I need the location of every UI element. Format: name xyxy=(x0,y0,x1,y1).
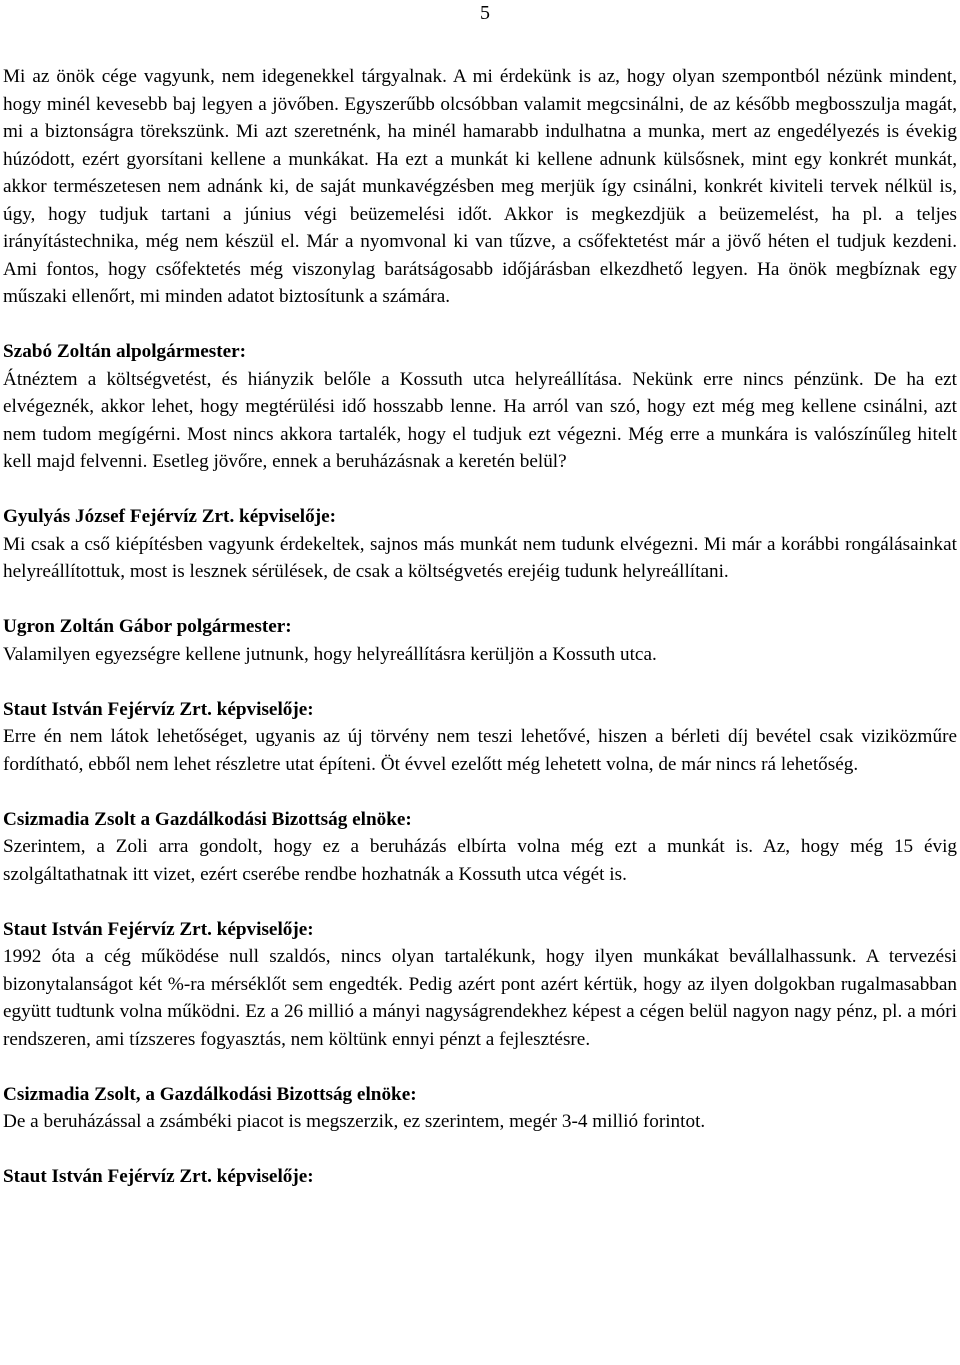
speech-block xyxy=(3,1163,957,1191)
speaker-name: Szabó Zoltán alpolgármester: xyxy=(3,341,247,362)
intro-paragraph: Mi az önök cége vagyunk, nem idegenekkel tárgyalnak. A mi érdekünk is az, hogy olyan szempontból nézünk mindent, hogy minél kevesebb baj legyen a jövőben. Egyszerűbb olcsóbban valamit megcsinálni, de az később megbosszulja magát, mi a biztonságra törekszünk. Mi azt szeretnénk, ha minél hamarabb indulhatna a munka, mert az engedélyezés is évekig húzódott, ezért gyorsítani kellene a munkákat. Ha ezt a munkát ki kellene adnunk külsősnek, mint egy konkrét munkát, akkor természetesen nem adnánk ki, de saját munkavégzésben meg merjük így csinálni, konkrét kiviteli tervek nélkül is, úgy, hogy tudjuk tartani a június végi beüzemelési időt. Akkor is megkezdjük a beüzemelést, ha pl. a teljes irányítástechnika, még nem készül el. Már a nyomvonal ki van tűzve, a csőfektetést már a jövő héten el tudjuk kezdeni. Ami fontos, hogy csőfektetés még viszonylag barátságosabb időjárásban elkezdhető legyen. Ha önök megbíznak egy műszaki ellenőrt, mi minden adatot biztosítunk a számára. xyxy=(3,66,957,307)
speech-block xyxy=(3,806,957,889)
speaker-name: Ugron Zoltán Gábor polgármester: xyxy=(3,616,292,637)
speech-text: Szerintem, a Zoli arra gondolt, hogy ez a beruházás elbírta volna még ezt a munkát is. Az, hogy még 15 évig szolgáltathatnak itt vizet, ezért cserébe rendbe hozhatnák a Kossuth utca végét is. xyxy=(3,836,957,885)
speaker-name: Csizmadia Zsolt a Gazdálkodási Bizottság elnöke: xyxy=(3,808,412,830)
speech-block xyxy=(3,613,957,668)
speech-block xyxy=(3,916,957,1054)
speaker-name: Gyulyás József Fejérvíz Zrt. képviselője: xyxy=(3,506,337,527)
speech-block xyxy=(3,696,957,779)
speech-text: Mi csak a cső kiépítésben vagyunk érdekeltek, sajnos más munkát nem tudunk elvégezni. Mi már a korábbi rongálásainkat helyreállítottuk, most is lesznek sérülések, de csak a költségvetés erejéig tudunk helyreállítani. xyxy=(3,533,957,582)
speech-text: 1992 óta a cég működése null szaldós, nincs olyan tartalékunk, hogy ilyen munkákat bevállalhassunk. A tervezési bizonytalanságot két %-ra mérséklőt sem engedték. Pedig azért pont azért kértük, hogy az ilyen dolgokban rugalmasabban együtt tudtunk volna működni. Ez a 26 millió a mányi nagyságrendekhez képest a cégen belül nagyon nagy pénz, pl. a móri rendszeren, ami tízszeres fogyasztás, nem költünk ennyi pénzt a fejlesztésre. xyxy=(3,946,957,1050)
speech-block xyxy=(3,503,957,586)
speech-text: Átnéztem a költségvetést, és hiányzik belőle a Kossuth utca helyreállítása. Nekünk erre nincs pénzünk. De ha ezt elvégeznék, akkor lehet, hogy megtérülési idő hosszabb lenne. Ha arról van szó, hogy ezt még meg kellene csinálni, azt nem tudom megígérni. Most nincs akkora tartalék, hogy el tudjuk ezt végezni. Még erre a munkára is valószínűleg hitelt kell majd felvenni. Esetleg jövőre, ennek a beruházásnak a keretén belül? xyxy=(3,368,957,472)
speech-text: Erre én nem látok lehetőséget, ugyanis az új törvény nem teszi lehetővé, hiszen a bérleti díj bevétel csak viziközműre fordítható, ebből nem lehet részletre utat építeni. Öt évvel ezelőtt még lehetett volna, de már nincs rá lehetőség. xyxy=(3,726,957,775)
speaker-name: Csizmadia Zsolt, a Gazdálkodási Bizottság elnöke: xyxy=(3,1083,417,1105)
speech-text: Valamilyen egyezségre kellene jutnunk, hogy helyreállításra kerüljön a Kossuth utca. xyxy=(3,643,657,665)
speech-text: De a beruházással a zsámbéki piacot is megszerzik, ez szerintem, megér 3-4 millió forintot. xyxy=(3,1111,706,1132)
speaker-name: Staut István Fejérvíz Zrt. képviselője: xyxy=(3,1166,314,1187)
speech-block xyxy=(3,1081,957,1136)
speech-block xyxy=(3,338,957,476)
page-number: 5 xyxy=(480,2,490,24)
speaker-name: Staut István Fejérvíz Zrt. képviselője: xyxy=(3,918,314,940)
speaker-name: Staut István Fejérvíz Zrt. képviselője: xyxy=(3,698,314,720)
document-body xyxy=(3,63,957,1218)
